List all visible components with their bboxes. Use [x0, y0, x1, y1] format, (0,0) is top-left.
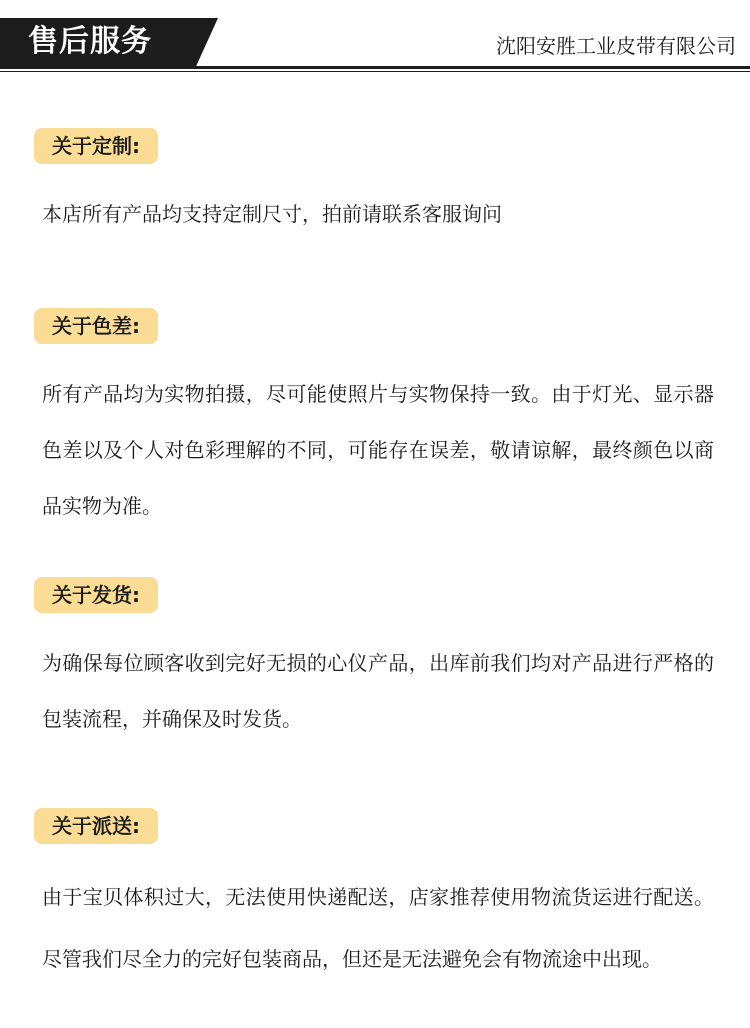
section-color-difference [34, 308, 724, 534]
header-divider-thin [0, 71, 750, 72]
section-label: 关于发货: [34, 577, 158, 613]
section-label: 关于派送: [34, 808, 158, 844]
section-text: 所有产品均为实物拍摄，尽可能使照片与实物保持一致。由于灯光、显示器色差以及个人对色彩理解的不同，可能存在误差，敬请谅解，最终颜色以商品实物为准。 [42, 382, 714, 518]
section-text: 为确保每位顾客收到完好无损的心仪产品，出库前我们均对产品进行严格的包装流程，并确保及时发货。 [42, 651, 714, 731]
section-text: 本店所有产品均支持定制尺寸，拍前请联系客服询问 [42, 202, 502, 226]
section-label: 关于色差: [34, 308, 158, 344]
section-label: 关于定制: [34, 128, 158, 164]
company-name: 沈阳安胜工业皮带有限公司 [496, 34, 736, 58]
header-divider-thick [0, 66, 750, 69]
header [0, 0, 750, 80]
section-customization [34, 128, 724, 242]
section-shipping [34, 577, 724, 747]
section-delivery [34, 808, 724, 990]
section-text: 由于宝贝体积过大，无法使用快递配送，店家推荐使用物流货运进行配送。尽管我们尽全力的完好包装商品，但还是无法避免会有物流途中出现。 [42, 885, 714, 971]
page-title: 售后服务 [28, 24, 152, 59]
